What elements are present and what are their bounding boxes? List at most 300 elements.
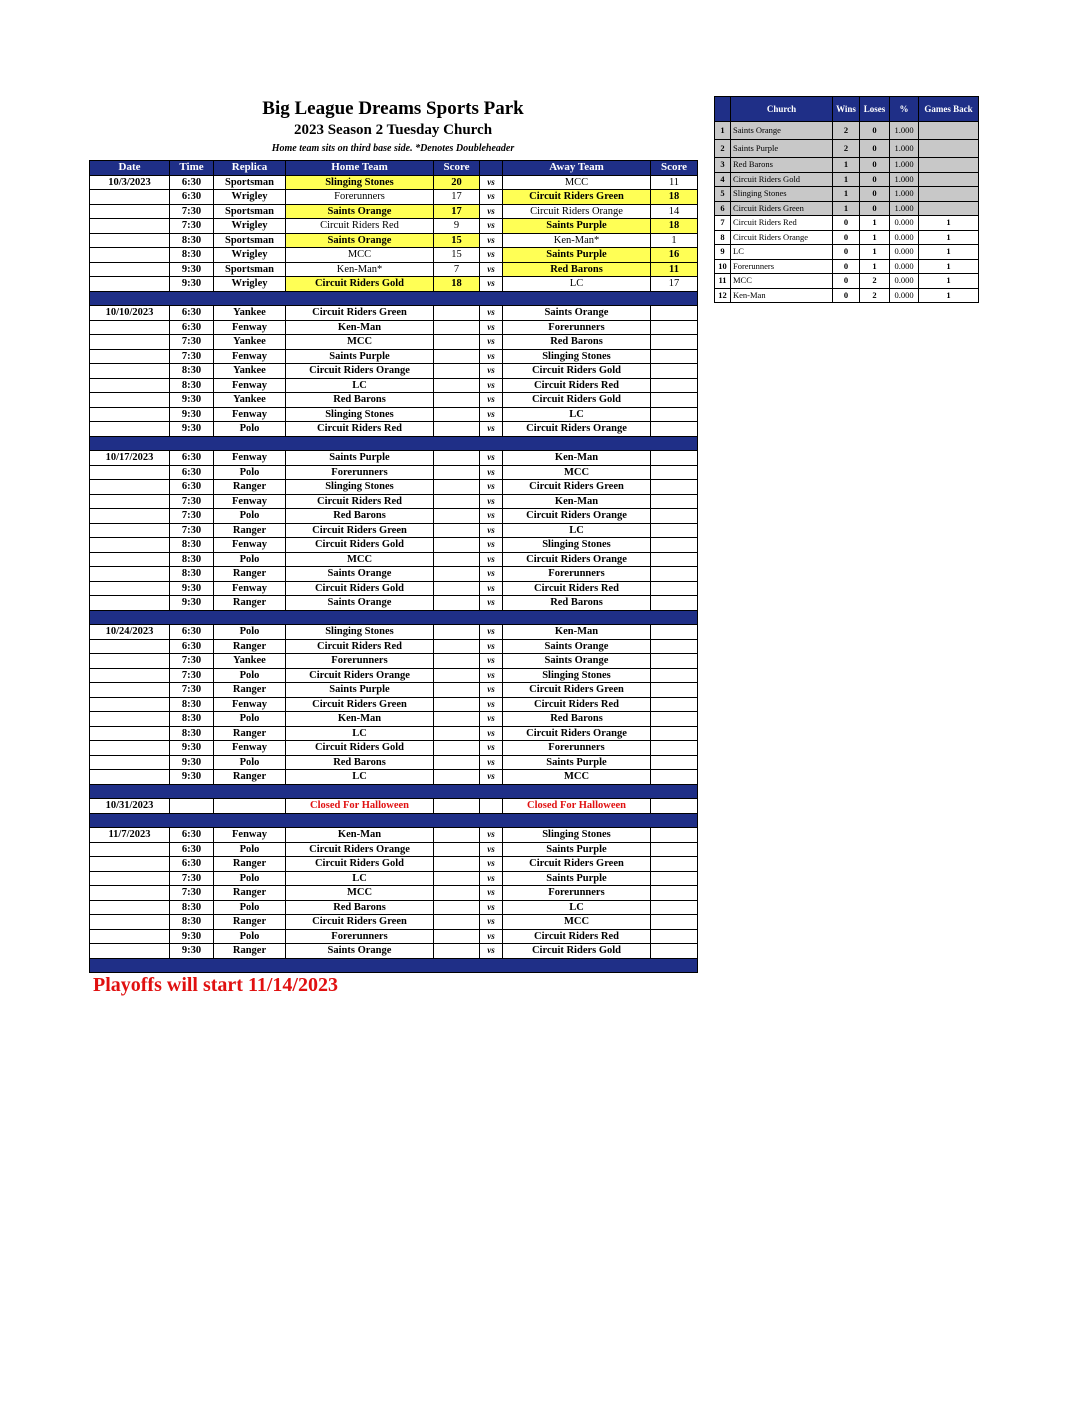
home-score	[434, 364, 480, 379]
game-time: 7:30	[170, 494, 214, 509]
home-team: Forerunners	[286, 190, 434, 205]
standings-team: Red Barons	[731, 158, 833, 173]
game-row	[90, 306, 698, 321]
home-team: MCC	[286, 335, 434, 350]
game-date	[90, 190, 170, 205]
home-score	[434, 668, 480, 683]
away-score	[651, 625, 698, 640]
game-date	[90, 639, 170, 654]
game-time: 7:30	[170, 668, 214, 683]
home-score	[434, 944, 480, 959]
home-team: Saints Orange	[286, 567, 434, 582]
away-score	[651, 581, 698, 596]
game-replica: Ranger	[214, 596, 286, 611]
home-team: Slinging Stones	[286, 480, 434, 495]
home-team: Slinging Stones	[286, 625, 434, 640]
home-score	[434, 465, 480, 480]
standings-row	[715, 288, 979, 303]
game-row	[90, 625, 698, 640]
away-team: Forerunners	[503, 741, 651, 756]
home-team: Saints Orange	[286, 944, 434, 959]
game-replica: Polo	[214, 712, 286, 727]
game-time: 6:30	[170, 480, 214, 495]
versus	[480, 799, 503, 814]
game-date	[90, 277, 170, 292]
home-team: LC	[286, 871, 434, 886]
game-date: 11/7/2023	[90, 828, 170, 843]
home-score	[434, 335, 480, 350]
versus: vs	[480, 538, 503, 553]
game-replica: Polo	[214, 871, 286, 886]
standings-team: MCC	[731, 274, 833, 289]
home-team: Closed For Halloween	[286, 799, 434, 814]
game-time: 6:30	[170, 842, 214, 857]
home-team: Circuit Riders Orange	[286, 842, 434, 857]
standings-wins: 0	[833, 274, 860, 289]
game-row	[90, 799, 698, 814]
game-time: 7:30	[170, 219, 214, 234]
versus: vs	[480, 233, 503, 248]
game-replica	[214, 799, 286, 814]
away-team: Forerunners	[503, 567, 651, 582]
home-team: LC	[286, 770, 434, 785]
standings-games-back	[919, 201, 979, 216]
home-score	[434, 755, 480, 770]
game-row	[90, 480, 698, 495]
versus: vs	[480, 596, 503, 611]
game-replica: Ranger	[214, 886, 286, 901]
game-time	[170, 799, 214, 814]
game-row	[90, 451, 698, 466]
standings-pct: 1.000	[890, 187, 919, 202]
schedule-table	[89, 160, 698, 973]
game-replica: Ranger	[214, 523, 286, 538]
home-team: Circuit Riders Green	[286, 523, 434, 538]
away-score	[651, 915, 698, 930]
away-team: Circuit Riders Orange	[503, 422, 651, 437]
away-team: Circuit Riders Green	[503, 857, 651, 872]
versus: vs	[480, 755, 503, 770]
home-score	[434, 712, 480, 727]
game-replica: Ranger	[214, 480, 286, 495]
game-row	[90, 639, 698, 654]
standings-losses: 0	[860, 201, 890, 216]
standings-losses: 0	[860, 172, 890, 187]
standings-losses: 1	[860, 259, 890, 274]
home-team: Circuit Riders Red	[286, 219, 434, 234]
away-team: Circuit Riders Red	[503, 697, 651, 712]
standings-games-back: 1	[919, 230, 979, 245]
game-row	[90, 393, 698, 408]
standings-header-wins: Wins	[833, 97, 860, 122]
game-row	[90, 915, 698, 930]
game-replica: Polo	[214, 842, 286, 857]
game-time: 9:30	[170, 581, 214, 596]
home-team: Circuit Riders Gold	[286, 581, 434, 596]
versus: vs	[480, 668, 503, 683]
game-row	[90, 175, 698, 190]
game-replica: Fenway	[214, 407, 286, 422]
away-score	[651, 320, 698, 335]
game-time: 6:30	[170, 306, 214, 321]
away-team: Saints Orange	[503, 654, 651, 669]
game-row	[90, 277, 698, 292]
game-row	[90, 712, 698, 727]
away-team: Circuit Riders Gold	[503, 364, 651, 379]
game-replica: Polo	[214, 552, 286, 567]
standings-row	[715, 230, 979, 245]
standings-wins: 1	[833, 172, 860, 187]
game-row	[90, 581, 698, 596]
game-time: 7:30	[170, 654, 214, 669]
home-team: MCC	[286, 886, 434, 901]
game-date: 10/17/2023	[90, 451, 170, 466]
game-date	[90, 755, 170, 770]
game-replica: Ranger	[214, 726, 286, 741]
home-team: Slinging Stones	[286, 407, 434, 422]
game-time: 8:30	[170, 538, 214, 553]
away-team: Saints Purple	[503, 219, 651, 234]
away-score	[651, 683, 698, 698]
standings-rank: 4	[715, 172, 731, 187]
home-score	[434, 842, 480, 857]
away-team: Circuit Riders Orange	[503, 204, 651, 219]
versus: vs	[480, 741, 503, 756]
away-score	[651, 393, 698, 408]
away-score	[651, 712, 698, 727]
home-team: Ken-Man	[286, 712, 434, 727]
game-row	[90, 929, 698, 944]
away-team: Closed For Halloween	[503, 799, 651, 814]
game-date	[90, 857, 170, 872]
game-date	[90, 668, 170, 683]
away-score	[651, 523, 698, 538]
away-team: Saints Purple	[503, 871, 651, 886]
game-replica: Wrigley	[214, 219, 286, 234]
game-time: 7:30	[170, 871, 214, 886]
col-header-date: Date	[90, 161, 170, 176]
home-score	[434, 697, 480, 712]
away-score: 11	[651, 175, 698, 190]
home-team: Forerunners	[286, 465, 434, 480]
game-date	[90, 915, 170, 930]
game-date	[90, 335, 170, 350]
home-team: Saints Purple	[286, 349, 434, 364]
versus: vs	[480, 364, 503, 379]
versus: vs	[480, 451, 503, 466]
home-score	[434, 886, 480, 901]
game-row	[90, 886, 698, 901]
away-team: Saints Orange	[503, 306, 651, 321]
game-replica: Yankee	[214, 393, 286, 408]
standings-games-back: 1	[919, 216, 979, 231]
game-replica: Ranger	[214, 770, 286, 785]
away-score	[651, 842, 698, 857]
game-replica: Sportsman	[214, 233, 286, 248]
game-date	[90, 552, 170, 567]
game-time: 9:30	[170, 944, 214, 959]
game-replica: Fenway	[214, 349, 286, 364]
away-score	[651, 929, 698, 944]
game-row	[90, 407, 698, 422]
versus: vs	[480, 654, 503, 669]
game-row	[90, 494, 698, 509]
game-date	[90, 741, 170, 756]
standings-rank: 5	[715, 187, 731, 202]
game-time: 9:30	[170, 741, 214, 756]
away-team: LC	[503, 900, 651, 915]
game-time: 6:30	[170, 465, 214, 480]
home-score	[434, 915, 480, 930]
game-replica: Ranger	[214, 915, 286, 930]
away-score	[651, 422, 698, 437]
page-note: Home team sits on third base side. *Denotes Doubleheader	[271, 143, 515, 154]
home-team: Red Barons	[286, 509, 434, 524]
home-team: Saints Orange	[286, 204, 434, 219]
home-score	[434, 799, 480, 814]
standings-games-back	[919, 158, 979, 173]
standings-row	[715, 122, 979, 140]
versus: vs	[480, 857, 503, 872]
standings-pct: 1.000	[890, 158, 919, 173]
away-team: Forerunners	[503, 886, 651, 901]
away-score: 11	[651, 262, 698, 277]
standings-pct: 0.000	[890, 259, 919, 274]
standings-games-back	[919, 187, 979, 202]
game-date	[90, 480, 170, 495]
versus: vs	[480, 639, 503, 654]
game-date	[90, 567, 170, 582]
game-row	[90, 596, 698, 611]
home-score	[434, 683, 480, 698]
game-date	[90, 407, 170, 422]
game-date	[90, 581, 170, 596]
versus: vs	[480, 552, 503, 567]
standings-team: Circuit Riders Gold	[731, 172, 833, 187]
away-team: Circuit Riders Red	[503, 378, 651, 393]
standings-row	[715, 216, 979, 231]
game-time: 8:30	[170, 712, 214, 727]
game-time: 6:30	[170, 857, 214, 872]
game-time: 8:30	[170, 552, 214, 567]
game-replica: Ranger	[214, 683, 286, 698]
standings-rank: 6	[715, 201, 731, 216]
standings-games-back	[919, 122, 979, 140]
away-score	[651, 596, 698, 611]
home-team: Red Barons	[286, 900, 434, 915]
col-header-home-score: Score	[434, 161, 480, 176]
standings-losses: 2	[860, 274, 890, 289]
game-replica: Fenway	[214, 828, 286, 843]
game-time: 9:30	[170, 262, 214, 277]
home-score	[434, 509, 480, 524]
versus: vs	[480, 509, 503, 524]
game-time: 7:30	[170, 683, 214, 698]
game-row	[90, 900, 698, 915]
playoffs-notice: Playoffs will start 11/14/2023	[93, 974, 338, 996]
game-replica: Ranger	[214, 944, 286, 959]
standings-team: Forerunners	[731, 259, 833, 274]
game-time: 9:30	[170, 277, 214, 292]
away-team: Forerunners	[503, 320, 651, 335]
versus: vs	[480, 697, 503, 712]
standings-header-church: Church	[731, 97, 833, 122]
game-date: 10/24/2023	[90, 625, 170, 640]
away-score	[651, 755, 698, 770]
home-score	[434, 741, 480, 756]
col-header-home-team: Home Team	[286, 161, 434, 176]
away-score	[651, 567, 698, 582]
standings-team: Saints Orange	[731, 122, 833, 140]
game-date	[90, 654, 170, 669]
away-team: Circuit Riders Orange	[503, 509, 651, 524]
game-row	[90, 697, 698, 712]
game-date	[90, 233, 170, 248]
versus: vs	[480, 349, 503, 364]
game-date	[90, 393, 170, 408]
away-team: Circuit Riders Orange	[503, 726, 651, 741]
home-team: LC	[286, 726, 434, 741]
versus: vs	[480, 712, 503, 727]
away-team: LC	[503, 407, 651, 422]
schedule-header-row	[90, 161, 698, 176]
game-time: 8:30	[170, 364, 214, 379]
home-score	[434, 625, 480, 640]
game-time: 8:30	[170, 248, 214, 263]
away-team: Saints Purple	[503, 248, 651, 263]
home-team: Slinging Stones	[286, 175, 434, 190]
standings-header-losses: Loses	[860, 97, 890, 122]
game-replica: Fenway	[214, 320, 286, 335]
game-date: 10/31/2023	[90, 799, 170, 814]
versus: vs	[480, 277, 503, 292]
away-score	[651, 451, 698, 466]
home-team: Ken-Man	[286, 320, 434, 335]
standings-wins: 0	[833, 230, 860, 245]
versus: vs	[480, 393, 503, 408]
game-row	[90, 552, 698, 567]
away-team: LC	[503, 523, 651, 538]
game-replica: Wrigley	[214, 248, 286, 263]
versus: vs	[480, 407, 503, 422]
away-team: Ken-Man	[503, 625, 651, 640]
game-time: 9:30	[170, 755, 214, 770]
home-score	[434, 654, 480, 669]
away-score: 14	[651, 204, 698, 219]
home-team: Circuit Riders Green	[286, 697, 434, 712]
game-date	[90, 262, 170, 277]
versus: vs	[480, 175, 503, 190]
game-replica: Polo	[214, 668, 286, 683]
week-separator-row	[90, 813, 698, 828]
home-team: Saints Orange	[286, 596, 434, 611]
away-team: Slinging Stones	[503, 349, 651, 364]
page-title: Big League Dreams Sports Park	[262, 98, 524, 119]
game-replica: Polo	[214, 465, 286, 480]
home-score	[434, 320, 480, 335]
game-time: 8:30	[170, 726, 214, 741]
standings-rank: 9	[715, 245, 731, 260]
game-date: 10/3/2023	[90, 175, 170, 190]
away-team: Circuit Riders Red	[503, 581, 651, 596]
game-date	[90, 726, 170, 741]
standings-wins: 0	[833, 216, 860, 231]
game-replica: Yankee	[214, 306, 286, 321]
game-time: 6:30	[170, 639, 214, 654]
game-date: 10/10/2023	[90, 306, 170, 321]
page-subtitle: 2023 Season 2 Tuesday Church	[293, 122, 493, 138]
home-team: Circuit Riders Orange	[286, 364, 434, 379]
versus: vs	[480, 465, 503, 480]
home-score	[434, 407, 480, 422]
away-score	[651, 509, 698, 524]
col-header-time: Time	[170, 161, 214, 176]
away-team: Circuit Riders Orange	[503, 552, 651, 567]
game-time: 7:30	[170, 509, 214, 524]
away-team: Ken-Man	[503, 451, 651, 466]
game-time: 6:30	[170, 190, 214, 205]
standings-pct: 0.000	[890, 288, 919, 303]
game-time: 7:30	[170, 523, 214, 538]
standings-pct: 0.000	[890, 245, 919, 260]
home-team: Ken-Man	[286, 828, 434, 843]
game-row	[90, 654, 698, 669]
standings-losses: 0	[860, 158, 890, 173]
away-team: Slinging Stones	[503, 668, 651, 683]
game-replica: Fenway	[214, 697, 286, 712]
home-team: Circuit Riders Gold	[286, 538, 434, 553]
home-score	[434, 494, 480, 509]
standings-row	[715, 259, 979, 274]
game-replica: Wrigley	[214, 190, 286, 205]
home-score	[434, 900, 480, 915]
home-team: Forerunners	[286, 929, 434, 944]
away-score	[651, 697, 698, 712]
game-time: 6:30	[170, 451, 214, 466]
away-team: Circuit Riders Green	[503, 480, 651, 495]
away-team: MCC	[503, 915, 651, 930]
game-date	[90, 712, 170, 727]
versus: vs	[480, 683, 503, 698]
away-team: Saints Orange	[503, 639, 651, 654]
versus: vs	[480, 625, 503, 640]
week-separator-bar	[90, 958, 698, 973]
game-replica: Ranger	[214, 857, 286, 872]
home-team: MCC	[286, 552, 434, 567]
home-score	[434, 451, 480, 466]
standings-losses: 0	[860, 122, 890, 140]
home-score: 15	[434, 233, 480, 248]
standings-rank: 3	[715, 158, 731, 173]
standings-header-games-back: Games Back	[919, 97, 979, 122]
away-team: LC	[503, 277, 651, 292]
away-team: MCC	[503, 770, 651, 785]
away-score	[651, 900, 698, 915]
away-score	[651, 349, 698, 364]
game-replica: Ranger	[214, 639, 286, 654]
game-date	[90, 509, 170, 524]
away-score	[651, 552, 698, 567]
home-team: Circuit Riders Gold	[286, 277, 434, 292]
standings-header-pct: %	[890, 97, 919, 122]
game-time: 9:30	[170, 929, 214, 944]
standings-row	[715, 201, 979, 216]
game-row	[90, 248, 698, 263]
game-time: 9:30	[170, 596, 214, 611]
standings-pct: 0.000	[890, 216, 919, 231]
away-team: Circuit Riders Green	[503, 683, 651, 698]
game-date	[90, 886, 170, 901]
